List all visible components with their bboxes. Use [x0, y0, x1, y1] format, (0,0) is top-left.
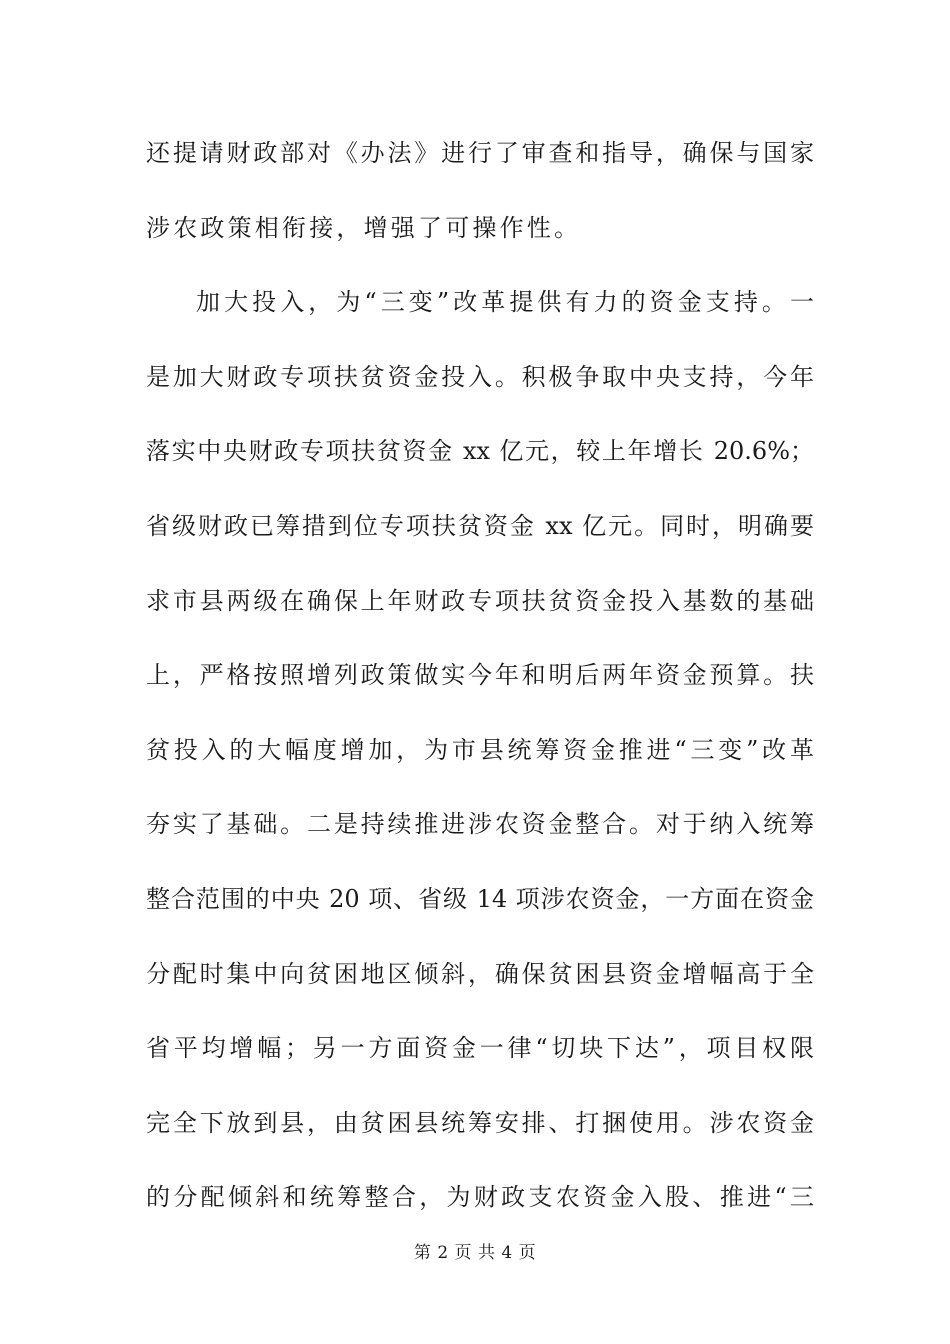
text-line: 省平均增幅；另一方面资金一律“切块下达”，项目权限	[146, 1034, 814, 1063]
text-line: 省级财政已筹措到位专项扶贫资金 xx 亿元。同时，明确要	[146, 511, 814, 540]
text-line: 还提请财政部对《办法》进行了审查和指导，确保与国家	[146, 139, 814, 167]
text-line: 整合范围的中央 20 项、省级 14 项涉农资金，一方面在资金	[146, 884, 814, 913]
text-line: 夯实了基础。二是持续推进涉农资金整合。对于纳入统筹	[146, 810, 814, 839]
text-line: 上，严格按照增列政策做实今年和明后两年资金预算。扶	[146, 661, 814, 690]
text-line: 的分配倾斜和统筹整合，为财政支农资金入股、推进“三	[146, 1183, 814, 1212]
page-number-footer: 第 2 页 共 4 页	[413, 1243, 537, 1263]
text-line: 涉农政策相衔接，增强了可操作性。	[146, 213, 582, 242]
text-line: 是加大财政专项扶贫资金投入。积极争取中央支持，今年	[146, 362, 814, 391]
text-line: 求市县两级在确保上年财政专项扶贫资金投入基数的基础	[146, 586, 814, 615]
text-line: 落实中央财政专项扶贫资金 xx 亿元，较上年增长 20.6%；	[146, 437, 814, 466]
text-line: 完全下放到县，由贫困县统筹安排、打捆使用。涉农资金	[146, 1108, 814, 1137]
text-line: 贫投入的大幅度增加，为市县统筹资金推进“三变”改革	[146, 735, 814, 764]
paragraph-start-line: 加大投入，为“三变”改革提供有力的资金支持。一	[196, 288, 814, 317]
document-body	[146, 127, 814, 1246]
text-line: 分配时集中向贫困地区倾斜，确保贫困县资金增幅高于全	[146, 959, 814, 988]
